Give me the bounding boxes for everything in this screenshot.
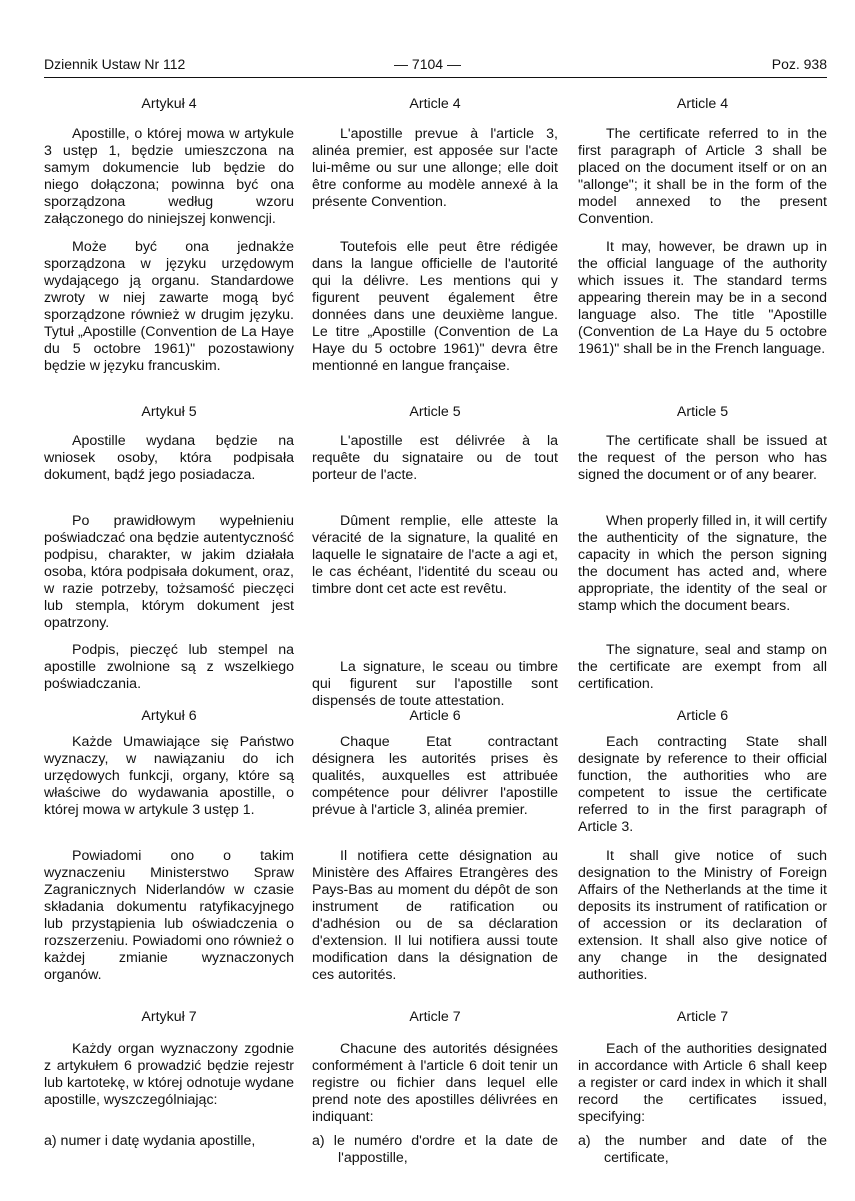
paragraph: The signature, seal and stamp on the certificate are exempt from all certification. xyxy=(578,642,827,692)
heading-article-7: Article 7 xyxy=(676,1009,729,1025)
paragraph: Apostille wydana będzie na wniosek osoby, która podpisała dokument, bądź jego posiadacza. xyxy=(44,433,294,483)
heading-article-6: Article 6 xyxy=(676,708,729,724)
header-rule xyxy=(44,77,827,78)
paragraph: Może być ona jednakże sporządzona w języku urzędowym wydającego ją organu. Standardowe zwroty w niej zawarte mogą być sporządzone również w drugim języku. Tytuł „Apostille (Convention de La Haye du 5 octobre 1961)" pozostawiony będzie w języku francuskim. xyxy=(44,239,294,374)
paragraph: L'apostille prevue à l'article 3, alinéa premier, est apposée sur l'acte lui-même ou sur une allonge; elle doit être conforme au modèle annexé à la présente Convention. xyxy=(312,126,558,210)
paragraph: Każdy organ wyznaczony zgodnie z artykułem 6 prowadzić będzie rejestr lub kartotekę, w której odnotuje wydane apostille, wyszczególniając: xyxy=(44,1041,294,1108)
paragraph: La signature, le sceau ou timbre qui figurent sur l'apostille sont dispensés de toute attestation. xyxy=(312,659,558,709)
paragraph: Each of the authorities designated in accordance with Article 6 shall keep a register or card index in which it shall record the certificates issued, specifying: xyxy=(578,1041,827,1125)
heading-article-6: Artykuł 6 xyxy=(141,708,197,724)
paragraph: Toutefois elle peut être rédigée dans la langue officielle de l'autorité qui la délivre. Les mentions qui y figurent peuvent également être données dans une deuxième langue. Le titre „Apostille (Convention de La Haye du 5 octobre 1961)" devra être mentionné en langue française. xyxy=(312,239,558,374)
heading-article-5: Article 5 xyxy=(409,404,461,420)
heading-article-7: Artykuł 7 xyxy=(141,1009,197,1025)
heading-article-4: Artykuł 4 xyxy=(141,96,197,112)
paragraph: The certificate shall be issued at the request of the person who has signed the document or of any bearer. xyxy=(578,433,827,483)
heading-article-5: Artykuł 5 xyxy=(141,404,197,420)
paragraph: Chacune des autorités désignées conformément à l'article 6 doit tenir un registre ou fichier dans lequel elle prend note des apostilles délivrées en indiquant: xyxy=(312,1041,558,1125)
paragraph: Każde Umawiające się Państwo wyznaczy, w nawiązaniu do ich urzędowych funkcji, organy, które są właściwe do wydawania apostille, o której mowa w artykule 3 ustęp 1. xyxy=(44,734,294,818)
heading-article-4: Article 4 xyxy=(676,96,729,112)
paragraph: It shall give notice of such designation to the Ministry of Foreign Affairs of the Netherlands at the time it deposits its instrument of ratification or of accession or its declaration of extension. It shall also give notice of any change in the designated authorities. xyxy=(578,848,827,983)
list-item: a) numer i datę wydania apostille, xyxy=(44,1133,256,1149)
paragraph: Each contracting State shall designate by reference to their official function, the authorities who are competent to issue the certificate referred to in the first paragraph of Article 3. xyxy=(578,734,827,835)
heading-article-4: Article 4 xyxy=(409,96,461,112)
paragraph: Podpis, pieczęć lub stempel na apostille zwolnione są z wszelkiego poświadczania. xyxy=(44,642,294,692)
heading-article-7: Article 7 xyxy=(409,1009,461,1025)
journal-title: Dziennik Ustaw Nr 112 xyxy=(44,56,186,72)
paragraph: Apostille, o której mowa w artykule 3 ustęp 1, będzie umieszczona na samym dokumencie lub będzie do niego dołączona; powinna być ona sporządzona według wzoru załączonego do niniejszej konwencji. xyxy=(44,126,294,227)
list-item: a) le numéro d'ordre et la date de l'appostille, xyxy=(312,1133,558,1166)
paragraph: Il notifiera cette désignation au Ministère des Affaires Etrangères des Pays-Bas au moment du dépôt de son instrument de ratification ou d'adhésion ou de sa déclaration d'extension. Il lui notifiera aussi toute modification dans la désignation de ces autorités. xyxy=(312,848,558,983)
list-item: a) the number and date of the certificate, xyxy=(578,1133,827,1166)
page-number: — 7104 — xyxy=(394,56,461,72)
paragraph: Chaque Etat contractant désignera les autorités prises ès qualités, auxquelles est attribuée compétence pour délivrer l'apostille prévue à l'article 3, alinéa premier. xyxy=(312,734,558,818)
paragraph: Po prawidłowym wypełnieniu poświadczać ona będzie autentyczność podpisu, charakter, w jakim działała osoba, która podpisała dokument, oraz, w razie potrzeby, tożsamość pieczęci lub stempla, którym dokument jest opatrzony. xyxy=(44,513,294,631)
paragraph: The certificate referred to in the first paragraph of Article 3 shall be placed on the document itself or on an "allonge"; it shall be in the form of the model annexed to the present Convention. xyxy=(578,126,827,227)
paragraph: When properly filled in, it will certify the authenticity of the signature, the capacity in which the person signing the document has acted and, where appropriate, the identity of the seal or stamp which the document bears. xyxy=(578,513,827,614)
item-number: Poz. 938 xyxy=(771,56,827,72)
paragraph: L'apostille est délivrée à la requête du signataire ou de tout porteur de l'acte. xyxy=(312,433,558,483)
heading-article-6: Article 6 xyxy=(409,708,461,724)
paragraph: It may, however, be drawn up in the official language of the authority which issues it. The standard terms appearing therein may be in a second language also. The title "Apostille (Convention de La Haye du 5 octobre 1961)" shall be in the French language. xyxy=(578,239,827,357)
paragraph: Powiadomi ono o takim wyznaczeniu Ministerstwo Spraw Zagranicznych Niderlandów w czasie składania dokumentu ratyfikacyjnego lub przystąpienia lub oświadczenia o rozszerzeniu. Powiadomi ono również o każdej zmianie wyznaczonych organów. xyxy=(44,848,294,983)
paragraph: Dûment remplie, elle atteste la véracité de la signature, la qualité en laquelle le signataire de l'acte a agi et, le cas échéant, l'identité du sceau ou timbre dont cet acte est revêtu. xyxy=(312,513,558,597)
heading-article-5: Article 5 xyxy=(676,404,729,420)
